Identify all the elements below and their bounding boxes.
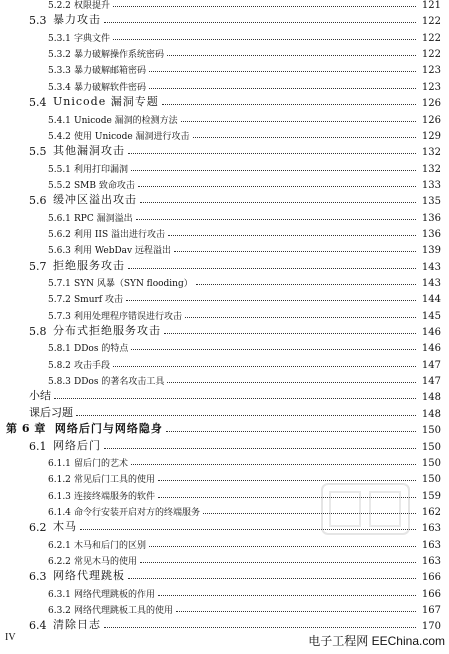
- dot-leader: [76, 415, 416, 416]
- dot-leader: [140, 562, 416, 563]
- toc-entry[interactable]: [0, 110, 449, 126]
- toc-entry-page: 123: [421, 65, 441, 77]
- toc-entry-page: 170: [421, 621, 441, 633]
- toc-entry[interactable]: [0, 567, 449, 583]
- toc-entry-page: 144: [421, 294, 441, 306]
- toc-entry-title: Unicode 漏洞的检测方法: [74, 115, 178, 126]
- toc-entry-number: 6.1.2: [48, 475, 71, 486]
- toc-entry-title: 字典文件: [74, 33, 111, 44]
- toc-entry-page: 129: [421, 130, 441, 142]
- toc-entry-number: 5.3.4: [48, 82, 71, 93]
- toc-entry-page: 123: [421, 81, 441, 93]
- toc-entry-title: DDos 的著名攻击工具: [74, 377, 165, 388]
- toc-entry-number: 5.7: [29, 259, 47, 273]
- toc-entry[interactable]: [0, 142, 449, 158]
- toc-entry-number: 6.3: [29, 570, 47, 584]
- toc-entry-number: 5.7.2: [48, 295, 71, 306]
- toc-entry-page: 150: [421, 474, 441, 486]
- toc-entry-page: 163: [421, 555, 441, 567]
- dot-leader: [113, 39, 416, 40]
- toc-entry-title: 网络代理跳板的作用: [74, 589, 156, 600]
- toc-entry-title: 木马: [53, 520, 77, 534]
- toc-entry-page: 167: [421, 605, 441, 616]
- toc-entry-number: 5.6: [29, 194, 47, 208]
- dot-leader: [128, 153, 416, 154]
- toc-entry-number: 5.6.1: [48, 213, 71, 224]
- toc-entry-number: 6.4: [29, 619, 47, 633]
- toc-entry-title: 暴力攻击: [53, 13, 101, 27]
- toc-entry-title: 留后门的艺术: [74, 458, 129, 469]
- dot-leader: [158, 595, 416, 596]
- toc-entry[interactable]: [0, 273, 449, 289]
- toc-entry-page: 143: [421, 278, 441, 289]
- toc-entry[interactable]: [0, 289, 449, 305]
- dot-leader: [126, 300, 416, 301]
- toc-entry[interactable]: [0, 0, 449, 11]
- toc-entry-page: 150: [421, 457, 441, 469]
- dot-leader: [104, 627, 416, 628]
- toc-entry-number: 5.2.2: [48, 1, 71, 11]
- toc-entry-title: 网络代理跳板工具的使用: [74, 606, 174, 616]
- dot-leader: [166, 431, 416, 432]
- toc-entry[interactable]: [0, 404, 449, 420]
- toc-entry-number: 5.4.2: [48, 131, 71, 142]
- toc-entry-page: 136: [421, 212, 441, 224]
- toc-entry-page: 166: [421, 588, 441, 600]
- toc-entry[interactable]: [0, 28, 449, 44]
- toc-entry-number: 5.5.1: [48, 164, 71, 175]
- toc-entry-number: 5.7.1: [48, 279, 71, 289]
- toc-entry-title: 暴力破解软件密码: [74, 82, 147, 93]
- toc-entry-page: 162: [421, 506, 441, 518]
- toc-entry[interactable]: [0, 453, 449, 469]
- toc-entry[interactable]: [0, 600, 449, 616]
- toc-entry-number: 6.3.2: [48, 606, 71, 616]
- toc-entry-number: 6.2: [29, 521, 47, 535]
- toc-entry-page: 143: [421, 261, 441, 273]
- toc-entry-title: 课后习题: [29, 405, 73, 419]
- toc-entry-title: 暴力破解邮箱密码: [74, 66, 147, 77]
- toc-entry[interactable]: [0, 175, 449, 191]
- toc-entry[interactable]: [0, 93, 449, 109]
- toc-entry[interactable]: [0, 11, 449, 27]
- toc-entry-page: 122: [421, 32, 441, 44]
- toc-entry-title: SMB 致命攻击: [74, 180, 135, 191]
- toc-entry-title: 拒绝服务攻击: [53, 258, 125, 272]
- toc-entry-title: 其他漏洞攻击: [53, 144, 125, 158]
- toc-entry-title: 连接终端服务的软件: [74, 491, 156, 502]
- toc-entry-page: 163: [421, 523, 441, 535]
- toc-entry-title: 利用处理程序错误进行攻击: [74, 311, 183, 322]
- toc-entry-page: 166: [421, 572, 441, 584]
- toc-entry-title: SYN 风暴（SYN flooding）: [74, 279, 193, 289]
- toc-entry[interactable]: [0, 126, 449, 142]
- toc-entry-page: 121: [421, 0, 441, 11]
- toc-entry-page: 136: [421, 228, 441, 240]
- toc-entry-page: 148: [421, 408, 441, 420]
- toc-entry-number: 5.3.2: [48, 50, 71, 61]
- site-watermark-text: 电子工程网 EEChina.com: [308, 634, 445, 648]
- toc-entry[interactable]: [0, 387, 449, 403]
- toc-entry-title: 常见木马的使用: [74, 556, 138, 567]
- page-number: IV: [5, 632, 16, 643]
- dot-leader: [128, 578, 416, 579]
- toc-entry-page: 126: [421, 98, 441, 110]
- toc-entry[interactable]: [0, 159, 449, 175]
- dot-leader: [149, 88, 416, 89]
- toc-entry-number: 5.3.1: [48, 33, 71, 44]
- toc-entry-number: 5.8.2: [48, 360, 71, 371]
- dot-leader: [168, 235, 416, 236]
- toc-entry[interactable]: [0, 44, 449, 60]
- toc-entry-page: 147: [421, 359, 441, 371]
- dot-leader: [104, 448, 416, 449]
- toc-entry[interactable]: [0, 77, 449, 93]
- toc-entry-number: 5.6.2: [48, 229, 71, 240]
- toc-entry-page: 148: [421, 392, 441, 404]
- toc-entry-title: 网络后门与网络隐身: [54, 422, 163, 436]
- toc-entry-number: 5.3.3: [48, 66, 71, 77]
- toc-entry-page: 163: [421, 539, 441, 551]
- toc-entry-number: 5.4.1: [48, 115, 71, 126]
- toc-entry-title: 暴力破解操作系统密码: [74, 50, 165, 61]
- toc-entry[interactable]: [0, 322, 449, 338]
- dot-leader: [131, 170, 416, 171]
- toc-entry-title: RPC 漏洞溢出: [74, 213, 133, 224]
- toc-entry-number: 5.8.1: [48, 344, 71, 355]
- toc-entry-page: 122: [421, 16, 441, 28]
- toc-entry-title: Smurf 攻击: [74, 295, 123, 306]
- toc-entry-number: 6.2.2: [48, 556, 71, 567]
- toc-entry-number: 6.3.1: [48, 589, 71, 600]
- dot-leader: [136, 219, 416, 220]
- toc-entry-number: 6.2.1: [48, 540, 71, 551]
- toc-entry[interactable]: [0, 240, 449, 256]
- toc-entry[interactable]: [0, 371, 449, 387]
- dot-leader: [131, 464, 416, 465]
- toc-entry-page: 132: [421, 163, 441, 175]
- toc-entry-page: 146: [421, 327, 441, 338]
- toc-entry-title: 利用 IIS 溢出进行攻击: [74, 229, 165, 240]
- toc-entry-number: 6.1.4: [48, 507, 71, 518]
- toc-entry-title: DDos 的特点: [74, 344, 129, 355]
- toc-entry[interactable]: [0, 191, 449, 207]
- toc-entry[interactable]: [0, 420, 449, 436]
- dot-leader: [54, 398, 416, 399]
- toc-entry[interactable]: [0, 224, 449, 240]
- toc-entry-number: 5.5: [29, 145, 47, 159]
- dot-leader: [185, 317, 416, 318]
- toc-entry-number: 5.6.3: [48, 246, 71, 257]
- toc-entry[interactable]: [0, 584, 449, 600]
- toc-entry[interactable]: [0, 551, 449, 567]
- toc-entry[interactable]: [0, 616, 449, 632]
- toc-entry-title: 网络代理跳板: [53, 569, 125, 583]
- toc-entry-title: 清除日志: [53, 618, 101, 632]
- dot-leader: [181, 121, 416, 122]
- toc-entry-page: 159: [421, 490, 441, 502]
- toc-entry-number: 5.8: [29, 325, 47, 338]
- toc-entry[interactable]: [0, 355, 449, 371]
- toc-entry-title: 利用 WebDav 远程溢出: [74, 246, 171, 257]
- toc-entry-page: 150: [421, 441, 441, 453]
- dot-leader: [176, 611, 416, 612]
- dot-leader: [196, 284, 416, 285]
- toc-entry-title: 木马和后门的区别: [74, 540, 147, 551]
- toc-entry[interactable]: [0, 338, 449, 354]
- dot-leader: [113, 6, 416, 7]
- toc-entry-title: 分布式拒绝服务攻击: [53, 324, 161, 337]
- toc-entry-title: 使用 Unicode 漏洞进行攻击: [74, 131, 190, 142]
- dot-leader: [131, 349, 416, 350]
- toc-entry-number: 5.4: [29, 96, 47, 110]
- toc-entry-page: 146: [421, 343, 441, 355]
- toc-entry-title: 常见后门工具的使用: [74, 475, 156, 486]
- dot-leader: [164, 333, 416, 334]
- toc-entry-number: 5.7.3: [48, 311, 71, 322]
- toc-entry-number: 5.8.3: [48, 377, 71, 388]
- toc-entry-title: 小结: [29, 389, 51, 403]
- toc-entry-number: 5.3: [29, 14, 47, 28]
- toc-entry[interactable]: [0, 208, 449, 224]
- dot-leader: [140, 202, 416, 203]
- dot-leader: [113, 366, 416, 367]
- toc-entry[interactable]: [0, 257, 449, 273]
- toc-entry-title: 攻击手段: [74, 360, 111, 371]
- toc-entry-page: 135: [421, 196, 441, 208]
- dot-leader: [149, 71, 416, 72]
- toc-entry-title: 利用打印漏洞: [74, 164, 129, 175]
- dot-leader: [162, 104, 416, 105]
- toc-entry[interactable]: [0, 60, 449, 76]
- toc-entry-page: 145: [421, 310, 441, 322]
- toc-entry-page: 139: [421, 245, 441, 257]
- dot-leader: [149, 546, 416, 547]
- toc-entry-page: 122: [421, 49, 441, 61]
- dot-leader: [193, 137, 416, 138]
- toc-entry[interactable]: [0, 437, 449, 453]
- dot-leader: [128, 268, 416, 269]
- toc-entry[interactable]: [0, 306, 449, 322]
- dot-leader: [167, 382, 416, 383]
- dot-leader: [174, 251, 416, 252]
- toc-entry-page: 133: [421, 179, 441, 191]
- dot-leader: [104, 22, 416, 23]
- toc-entry-number: 5.5.2: [48, 180, 71, 191]
- toc-entry-title: Unicode 漏洞专题: [53, 95, 159, 109]
- toc-entry-page: 126: [421, 114, 441, 126]
- toc-entry-title: 网络后门: [53, 438, 101, 452]
- toc-entry-number: 第 6 章: [6, 422, 46, 436]
- toc-entry-title: 权限提升: [74, 1, 111, 11]
- toc-entry-page: 132: [421, 147, 441, 159]
- watermark-seal-icon: [318, 478, 413, 540]
- toc-entry-number: 6.1: [29, 439, 47, 453]
- dot-leader: [138, 186, 416, 187]
- toc-entry-title: 命令行安装开启对方的终端服务: [74, 507, 201, 518]
- toc-entry-title: 缓冲区溢出攻击: [53, 193, 137, 207]
- toc-entry-page: 150: [421, 425, 441, 437]
- dot-leader: [167, 55, 416, 56]
- toc-entry-number: 6.1.1: [48, 458, 71, 469]
- toc-entry-number: 6.1.3: [48, 491, 71, 502]
- toc-entry-page: 147: [421, 376, 441, 388]
